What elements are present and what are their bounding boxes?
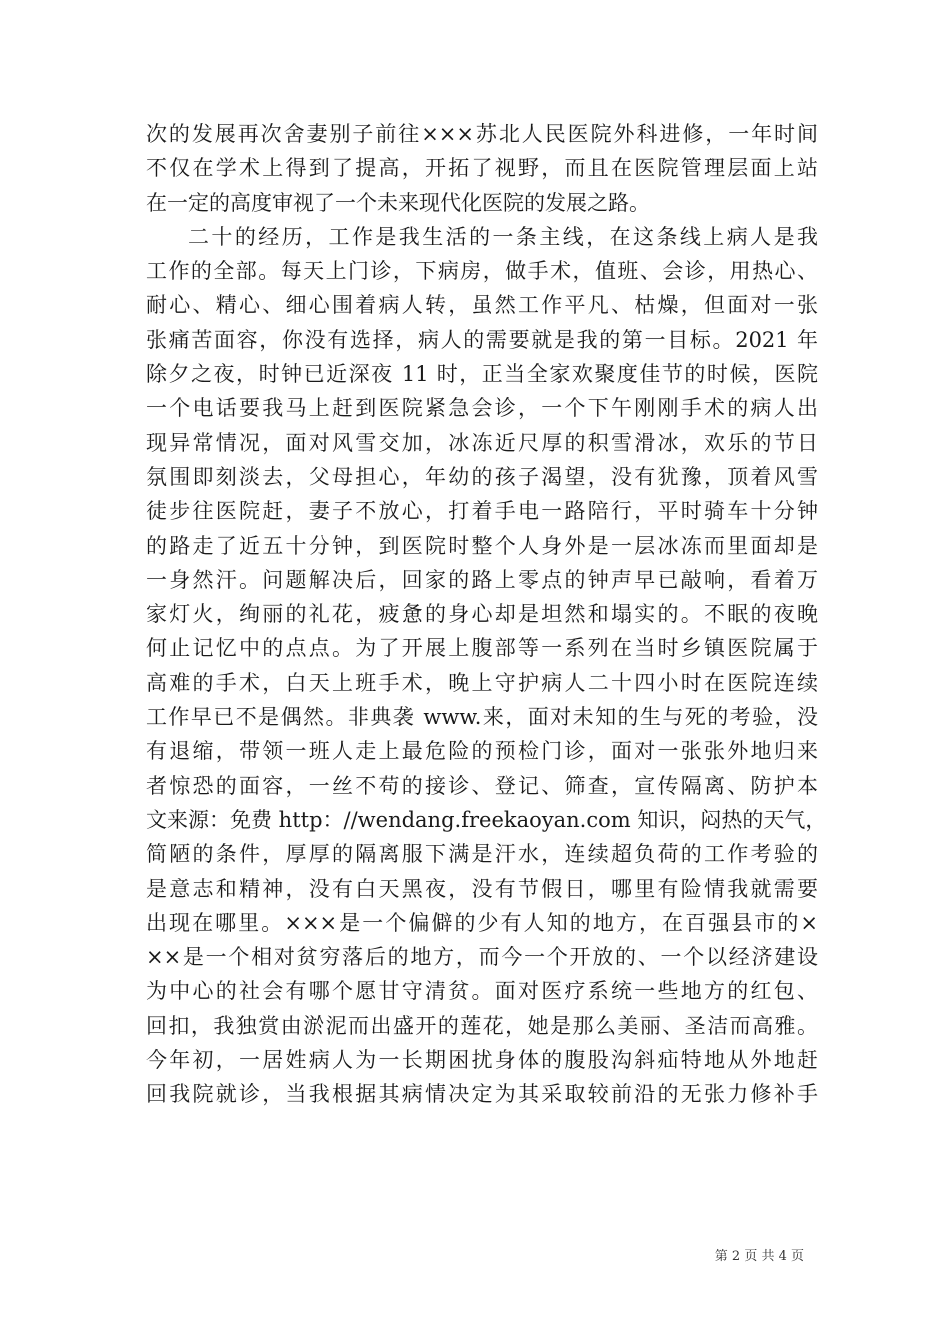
text-line: 高难的手术，白天上班手术，晚上守护病人二十四小时在医院连续 bbox=[146, 670, 818, 695]
text-line: 回我院就诊，当我根据其病情决定为其采取较前沿的无张力修补手 bbox=[146, 1082, 818, 1107]
text-line: 者惊恐的面容，一丝不苟的接诊、登记、筛查，宣传隔离、防护本 bbox=[146, 773, 818, 798]
text-line: 家灯火，绚丽的礼花，疲惫的身心却是坦然和塌实的。不眠的夜晚 bbox=[146, 602, 818, 627]
text-line: 今年初，一居姓病人为一长期困扰身体的腹股沟斜疝特地从外地赶 bbox=[146, 1048, 818, 1073]
text-line: 在一定的高度审视了一个未来现代化医院的发展之路。 bbox=[146, 190, 650, 215]
text-line: 工作早已不是偶然。非典袭 www.来，面对未知的生与死的考验，没 bbox=[146, 705, 818, 730]
text-line: 除夕之夜，时钟已近深夜 11 时，正当全家欢聚度佳节的时候，医院 bbox=[146, 362, 818, 387]
text-line: 氛围即刻淡去，父母担心，年幼的孩子渴望，没有犹豫，顶着风雪 bbox=[146, 464, 818, 489]
text-line: 回扣，我独赏由淤泥而出盛开的莲花，她是那么美丽、圣洁而高雅。 bbox=[146, 1013, 818, 1038]
text-line: 有退缩，带领一班人走上最危险的预检门诊，面对一张张外地归来 bbox=[146, 739, 818, 764]
text-line: 徒步往医院赶，妻子不放心，打着手电一路陪行，平时骑车十分钟 bbox=[146, 499, 818, 524]
page-number: 第 2 页 共 4 页 bbox=[714, 1249, 804, 1264]
text-line: 二十的经历，工作是我生活的一条主线，在这条线上病人是我 bbox=[188, 224, 818, 249]
text-line: 出现在哪里。×××是一个偏僻的少有人知的地方，在百强县市的× bbox=[146, 910, 818, 935]
text-line: 为中心的社会有哪个愿甘守清贫。面对医疗系统一些地方的红包、 bbox=[146, 979, 818, 1004]
text-line: 耐心、精心、细心围着病人转，虽然工作平凡、枯燥，但面对一张 bbox=[146, 293, 818, 318]
text-line: 张痛苦面容，你没有选择，病人的需要就是我的第一目标。2021 年 bbox=[146, 327, 818, 352]
text-line: 何止记忆中的点点。为了开展上腹部等一系列在当时乡镇医院属于 bbox=[146, 636, 818, 661]
text-line: 现异常情况，面对风雪交加，冰冻近尺厚的积雪滑冰，欢乐的节日 bbox=[146, 430, 818, 455]
text-line: 简陋的条件，厚厚的隔离服下满是汗水，连续超负荷的工作考验的 bbox=[146, 842, 818, 867]
text-line: 一个电话要我马上赶到医院紧急会诊，一个下午刚刚手术的病人出 bbox=[146, 396, 818, 421]
text-line: 的路走了近五十分钟，到医院时整个人身外是一层冰冻而里面却是 bbox=[146, 533, 818, 558]
text-line: 文来源：免费 http：//wendang.freekaoyan.com 知识，闷热的天气， bbox=[146, 807, 827, 832]
text-line: 是意志和精神，没有白天黑夜，没有节假日，哪里有险情我就需要 bbox=[146, 876, 818, 901]
body-text bbox=[146, 117, 827, 1112]
text-line: 工作的全部。每天上门诊，下病房，做手术，值班、会诊，用热心、 bbox=[146, 259, 818, 284]
text-line: ××是一个相对贫穷落后的地方，而今一个开放的、一个以经济建设 bbox=[146, 945, 818, 970]
text-line: 一身然汗。问题解决后，回家的路上零点的钟声早已敲响，看着万 bbox=[146, 567, 818, 592]
text-line: 不仅在学术上得到了提高，开拓了视野，而且在医院管理层面上站 bbox=[146, 156, 818, 181]
text-line: 次的发展再次舍妻别子前往×××苏北人民医院外科进修，一年时间 bbox=[146, 122, 818, 146]
